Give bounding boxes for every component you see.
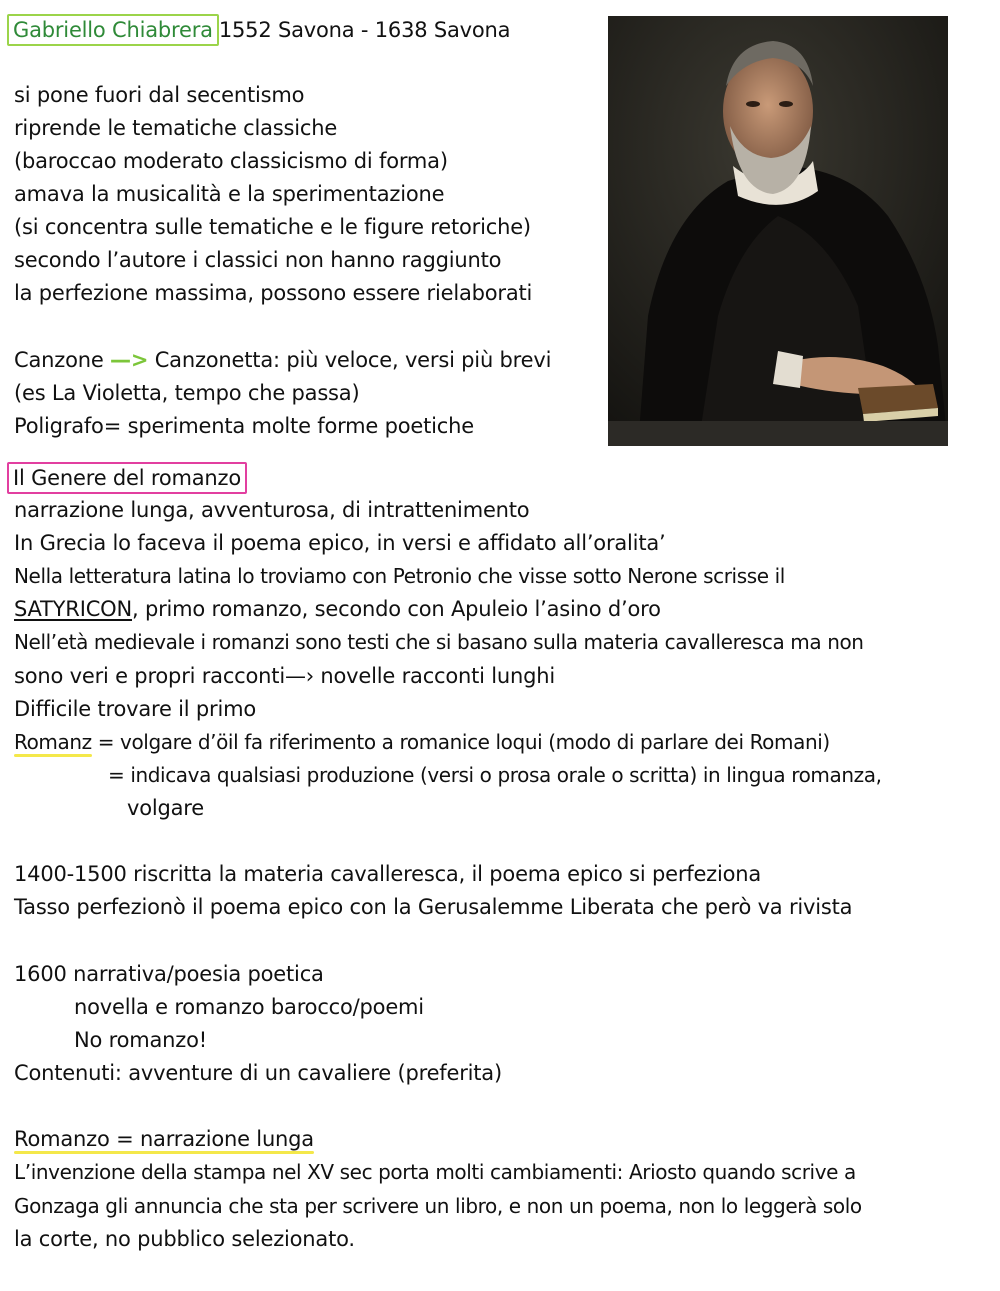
note-line: 1600 narrativa/poesia poetica <box>14 962 324 986</box>
note-line: Difficile trovare il primo <box>14 697 257 721</box>
note-line: novella e romanzo barocco/poemi <box>74 995 424 1019</box>
note-line: amava la musicalità e la sperimentazione <box>14 182 445 206</box>
author-name-box: Gabriello Chiabrera <box>7 14 219 46</box>
portrait-image <box>608 16 948 446</box>
note-line: Poligrafo= sperimenta molte forme poetiche <box>14 414 474 438</box>
section-title-line <box>14 462 247 494</box>
note-line: riprende le tematiche classiche <box>14 116 338 140</box>
note-line: Contenuti: avventure di un cavaliere (preferita) <box>14 1061 502 1085</box>
note-line: sono veri e propri racconti—› novelle racconti lunghi <box>14 664 556 688</box>
note-line: 1400-1500 riscritta la materia cavalleresca, il poema epico si perfeziona <box>14 862 762 886</box>
note-line: narrazione lunga, avventurosa, di intrattenimento <box>14 498 530 522</box>
note-line: L’invenzione della stampa nel XV sec porta molti cambiamenti: Ariosto quando scrive a <box>14 1160 856 1184</box>
arrow-icon: —> <box>110 348 149 372</box>
note-line: si pone fuori dal secentismo <box>14 83 305 107</box>
note-line: Tasso perfezionò il poema epico con la Gerusalemme Liberata che però va rivista <box>14 895 853 919</box>
note-line: No romanzo! <box>74 1028 207 1052</box>
note-line: Nell’età medievale i romanzi sono testi che si basano sulla materia cavalleresca ma non <box>14 630 864 654</box>
note-line: In Grecia lo faceva il poema epico, in versi e affidato all’oralita’ <box>14 531 666 555</box>
header-line <box>14 14 510 46</box>
note-line: la perfezione massima, possono essere rielaborati <box>14 281 533 305</box>
note-line: = indicava qualsiasi produzione (versi o prosa orale o scritta) in lingua romanza, <box>108 763 882 787</box>
note-line: (baroccao moderato classicismo di forma) <box>14 149 448 173</box>
note-line: (es La Violetta, tempo che passa) <box>14 381 360 405</box>
note-line: (si concentra sulle tematiche e le figure retoriche) <box>14 215 531 239</box>
note-line: volgare <box>127 796 205 820</box>
romanzo-highlight: Romanzo = narrazione lunga <box>14 1127 314 1151</box>
portrait-icon <box>608 16 948 446</box>
note-text: , primo romanzo, secondo con Apuleio l’asino d’oro <box>132 597 661 621</box>
section-title: Il Genere del romanzo <box>7 462 247 494</box>
satyricon-underlined: SATYRICON <box>14 597 132 621</box>
note-line <box>14 595 661 623</box>
canzone-right: Canzonetta: più veloce, versi più brevi <box>154 348 552 372</box>
note-line <box>14 1125 314 1153</box>
author-dates: 1552 Savona - 1638 Savona <box>218 18 511 42</box>
note-line <box>14 728 830 756</box>
note-text: = volgare d’öil fa riferimento a romanice loqui (modo di parlare dei Romani) <box>91 730 830 754</box>
note-line: secondo l’autore i classici non hanno raggiunto <box>14 248 502 272</box>
note-line: Gonzaga gli annuncia che sta per scrivere un libro, e non un poema, non lo leggerà solo <box>14 1194 862 1218</box>
note-line: Nella letteratura latina lo troviamo con Petronio che visse sotto Nerone scrisse il <box>14 564 785 588</box>
canzone-left: Canzone <box>14 348 104 372</box>
romanz-highlight: Romanz <box>14 730 92 754</box>
note-line: la corte, no pubblico selezionato. <box>14 1227 355 1251</box>
canzone-line <box>14 346 551 374</box>
